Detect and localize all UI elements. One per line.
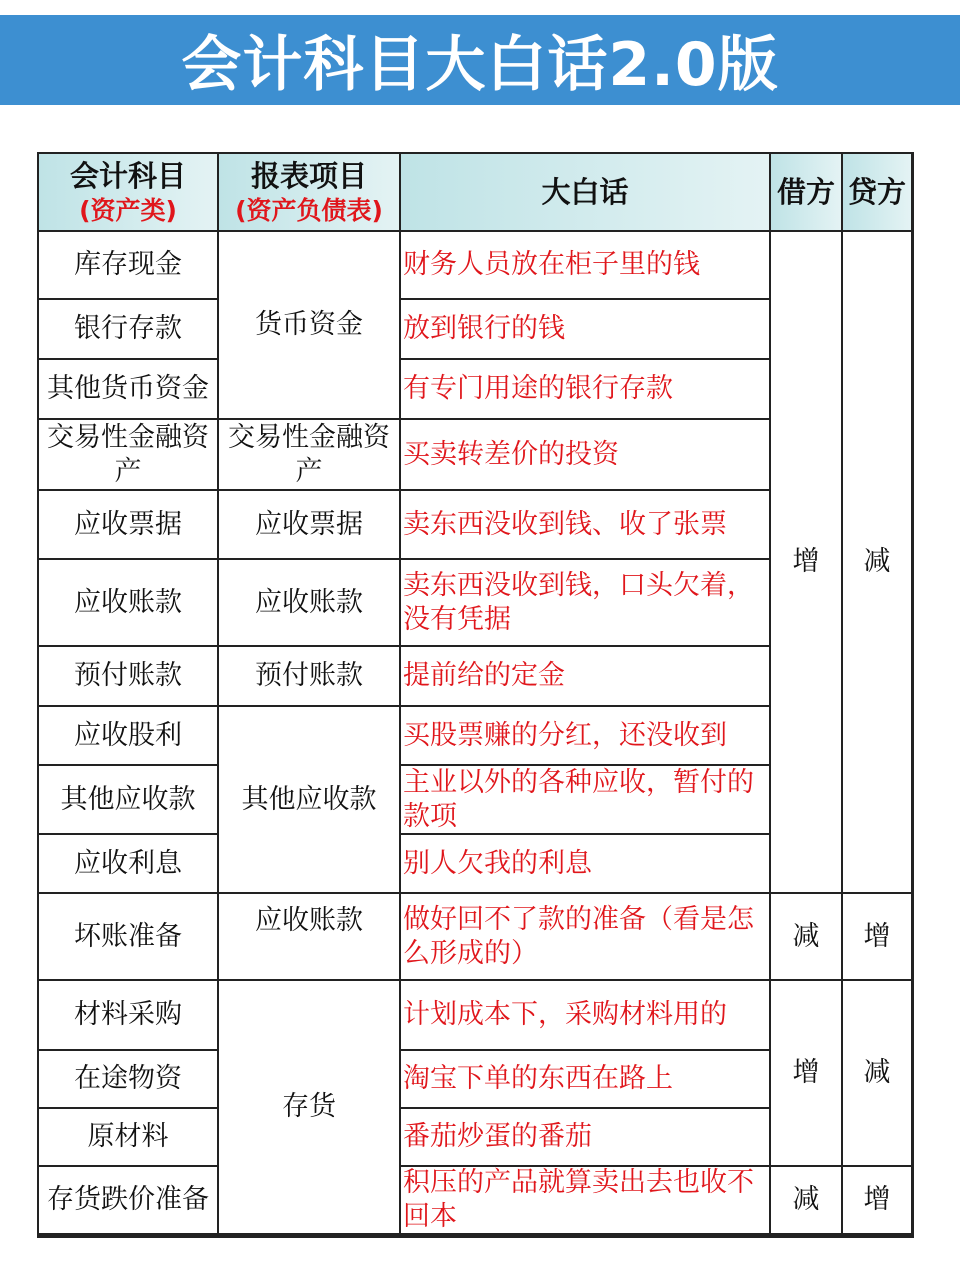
- report-cell: 应收账款: [219, 560, 399, 645]
- plain-cell: 计划成本下，采购材料用的: [401, 981, 769, 1049]
- accounts-table: [37, 152, 914, 1238]
- debit-cell: 增: [771, 981, 841, 1165]
- account-cell: 其他货币资金: [39, 360, 217, 418]
- plain-cell: 卖东西没收到钱，口头欠着，没有凭据: [401, 560, 769, 645]
- account-cell: 预付账款: [39, 647, 217, 705]
- header-report-sub: (资产负债表): [235, 195, 383, 225]
- plain-cell: 积压的产品就算卖出去也收不回本: [401, 1167, 769, 1233]
- report-cell: 交易性金融资产: [219, 420, 399, 489]
- plain-cell: 财务人员放在柜子里的钱: [401, 232, 769, 298]
- report-cell: 预付账款: [219, 647, 399, 705]
- debit-cell: 减: [771, 894, 841, 979]
- plain-cell: 买卖转差价的投资: [401, 420, 769, 489]
- plain-cell: 有专门用途的银行存款: [401, 360, 769, 418]
- header-credit: 贷方: [843, 154, 911, 230]
- plain-cell: 主业以外的各种应收，暂付的款项: [401, 766, 769, 833]
- account-cell: 交易性金融资产: [39, 420, 217, 489]
- report-cell: 应收账款: [219, 894, 399, 979]
- account-cell: 银行存款: [39, 300, 217, 358]
- title-banner: [0, 15, 960, 105]
- header-account-sub: (资产类): [79, 195, 177, 225]
- account-cell: 其他应收款: [39, 766, 217, 833]
- report-cell: 货币资金: [219, 232, 399, 418]
- debit-cell: 增: [771, 232, 841, 892]
- account-cell: 在途物资: [39, 1051, 217, 1107]
- account-cell: 应收股利: [39, 707, 217, 764]
- header-plain: 大白话: [401, 154, 769, 230]
- header-report: [219, 154, 399, 230]
- report-cell: 存货: [219, 981, 399, 1233]
- plain-cell: 做好回不了款的准备（看是怎么形成的）: [401, 894, 769, 979]
- credit-cell: 减: [843, 232, 911, 892]
- account-cell: 材料采购: [39, 981, 217, 1049]
- plain-cell: 提前给的定金: [401, 647, 769, 705]
- account-cell: 原材料: [39, 1109, 217, 1165]
- header-report-label: 报表项目: [250, 159, 367, 194]
- debit-cell: 减: [771, 1167, 841, 1233]
- plain-cell: 别人欠我的利息: [401, 835, 769, 892]
- plain-cell: 放到银行的钱: [401, 300, 769, 358]
- page-title: 会计科目大白话2.0版: [181, 30, 779, 100]
- plain-cell: 番茄炒蛋的番茄: [401, 1109, 769, 1165]
- account-cell: 应收利息: [39, 835, 217, 892]
- report-cell: 应收票据: [219, 491, 399, 558]
- credit-cell: 减: [843, 981, 911, 1165]
- plain-cell: 淘宝下单的东西在路上: [401, 1051, 769, 1107]
- report-cell: 其他应收款: [219, 707, 399, 892]
- credit-cell: 增: [843, 894, 911, 979]
- plain-cell: 卖东西没收到钱、收了张票: [401, 491, 769, 558]
- header-account: [39, 154, 217, 230]
- plain-cell: 买股票赚的分红，还没收到: [401, 707, 769, 764]
- credit-cell: 增: [843, 1167, 911, 1233]
- account-cell: 存货跌价准备: [39, 1167, 217, 1233]
- account-cell: 库存现金: [39, 232, 217, 298]
- header-account-label: 会计科目: [69, 159, 186, 194]
- account-cell: 坏账准备: [39, 894, 217, 979]
- account-cell: 应收账款: [39, 560, 217, 645]
- account-cell: 应收票据: [39, 491, 217, 558]
- header-debit: 借方: [771, 154, 841, 230]
